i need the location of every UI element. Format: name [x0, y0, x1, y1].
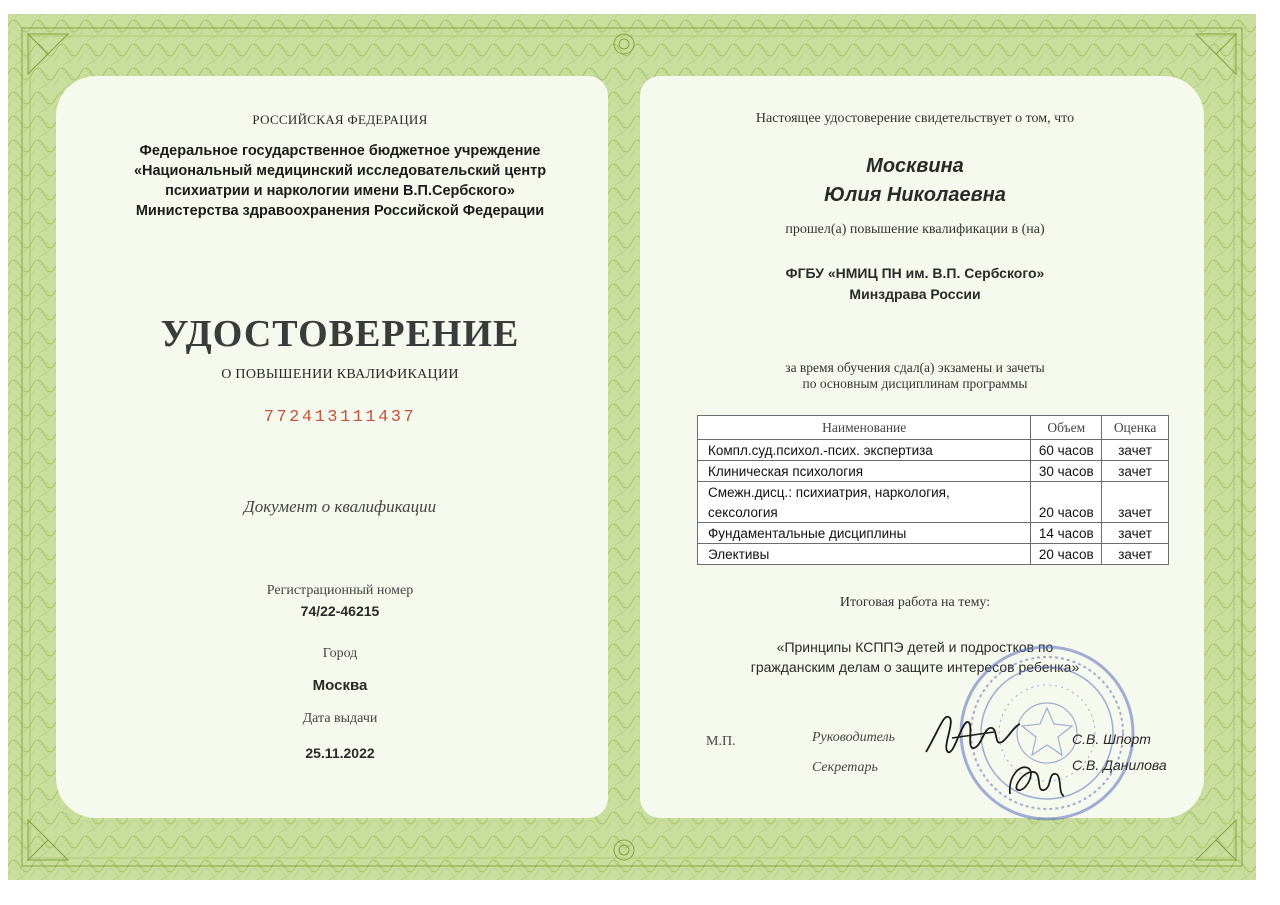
issue-date-label: Дата выдачи: [302, 711, 378, 726]
discipline-grade-empty: [1102, 482, 1169, 503]
final-work-label: Итоговая работа на тему:: [839, 595, 991, 610]
city-label: Город: [322, 646, 358, 661]
discipline-grade: зачет: [1102, 523, 1169, 544]
discipline-grade: зачет: [1102, 440, 1169, 461]
exams-line: за время обучения сдал(а) экзамены и зачеты: [785, 360, 1045, 375]
institution-line: психиатрии и наркологии имени В.П.Сербского»: [165, 183, 515, 199]
institution-name: [112, 141, 568, 221]
table-header-row: [698, 416, 1169, 440]
institution-line: «Национальный медицинский исследовательский центр: [133, 163, 547, 179]
table-row: [698, 461, 1169, 482]
secretary-role-label: Секретарь: [812, 760, 878, 775]
column-header-volume: Объем: [1031, 416, 1102, 440]
head-name: С.В. Шпорт: [1072, 731, 1151, 747]
discipline-name: Клиническая психология: [698, 461, 1031, 482]
head-role-label: Руководитель: [812, 730, 896, 745]
disciplines-table: [697, 415, 1169, 565]
discipline-volume: 20 часов: [1031, 502, 1102, 523]
final-work-line: «Принципы КСППЭ детей и подростков по: [776, 639, 1054, 655]
registration-number-label: Регистрационный номер: [266, 583, 414, 598]
training-organization: [700, 263, 1130, 305]
discipline-name: Элективы: [698, 544, 1031, 565]
institution-line: Министерства здравоохранения Российской Федерации: [135, 203, 545, 219]
secretary-signature-icon: [1004, 756, 1068, 804]
document-subtitle: О ПОВЫШЕНИИ КВАЛИФИКАЦИИ: [221, 367, 459, 382]
secretary-name: С.В. Данилова: [1072, 757, 1167, 773]
certifies-text: Настоящее удостоверение свидетельствует о том, что: [755, 111, 1075, 126]
discipline-volume: 20 часов: [1031, 544, 1102, 565]
document-number: 772413111437: [263, 408, 417, 427]
registration-number-value: 74/22-46215: [300, 603, 380, 619]
discipline-name-continued: сексология: [698, 502, 1031, 523]
issue-date-value: 25.11.2022: [305, 745, 375, 761]
discipline-volume: 30 часов: [1031, 461, 1102, 482]
final-work-line: гражданским делам о защите интересов ребенка»: [750, 659, 1080, 675]
city-value: Москва: [312, 677, 368, 694]
discipline-grade: зачет: [1102, 502, 1169, 523]
country-label: РОССИЙСКАЯ ФЕДЕРАЦИЯ: [252, 112, 428, 127]
institution-line: Федеральное государственное бюджетное учреждение: [139, 143, 541, 159]
table-row: [698, 440, 1169, 461]
column-header-name: Наименование: [698, 416, 1031, 440]
discipline-name: Смежн.дисц.: психиатрия, наркология,: [698, 482, 1031, 503]
document-title: УДОСТОВЕРЕНИЕ: [160, 313, 520, 355]
table-row: [698, 482, 1169, 503]
discipline-volume: 14 часов: [1031, 523, 1102, 544]
seal-place-label: М.П.: [706, 734, 736, 749]
column-header-grade: Оценка: [1102, 416, 1169, 440]
holder-surname: Москвина: [866, 155, 964, 177]
organization-line: Минздрава России: [849, 286, 981, 302]
discipline-grade: зачет: [1102, 461, 1169, 482]
organization-line: ФГБУ «НМИЦ ПН им. В.П. Сербского»: [785, 265, 1045, 281]
exams-line: по основным дисциплинам программы: [802, 376, 1028, 391]
head-signature-icon: [922, 708, 1022, 760]
document-type: Документ о квалификации: [243, 497, 437, 516]
holder-given-names: Юлия Николаевна: [824, 184, 1006, 206]
passed-training-text: прошел(а) повышение квалификации в (на): [785, 222, 1045, 237]
table-row: [698, 523, 1169, 544]
table-row: [698, 544, 1169, 565]
discipline-name: Фундаментальные дисциплины: [698, 523, 1031, 544]
discipline-grade: зачет: [1102, 544, 1169, 565]
exams-text: [700, 360, 1130, 392]
table-row: [698, 502, 1169, 523]
discipline-name: Компл.суд.психол.-псих. экспертиза: [698, 440, 1031, 461]
discipline-volume-empty: [1031, 482, 1102, 503]
discipline-volume: 60 часов: [1031, 440, 1102, 461]
